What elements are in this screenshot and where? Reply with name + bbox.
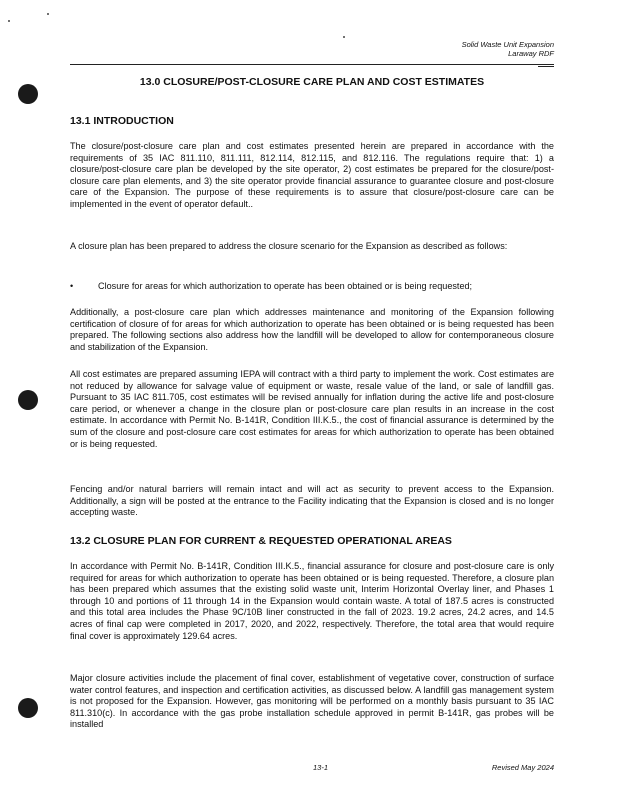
scan-speck (8, 20, 10, 22)
paragraph-6: In accordance with Permit No. B-141R, Condition III.K.5., financial assurance for closure and post-closure care is only required for areas for which authorization to operate has been obtained or is being requested. Therefore, a closure plan has been prepared which assumes that the existing solid waste unit, Interim Horizontal Overlay liner, and Phases 1 through 10 and portions of 11 through 14 in the Expansion would contain waste. A total of 187.5 acres is constructed and this total area includes the Phase 9C/10B liner constructed in the fall of 2023. 19.2 acres, 24.2 acres, and 14.5 acres of final cap were completed in 2017, 2020, and 2022, respectively. Therefore, the total area that would require final cover is approximately 129.64 acres. (70, 561, 554, 641)
bullet-text: Closure for areas for which authorization to operate has been obtained or is being requested; (98, 281, 473, 291)
paragraph-3: Additionally, a post-closure care plan which addresses maintenance and monitoring of the Expansion following certification of closure of for areas for which authorization to operate has been obtained or is being requested has been prepared. The following sections also address how the landfill will be developed to allow for contemporaneous closure and stabilization of the Expansion. (70, 307, 554, 352)
header-project: Solid Waste Unit Expansion (461, 40, 554, 49)
punch-hole-middle (18, 390, 38, 410)
paragraph-2: A closure plan has been prepared to address the closure scenario for the Expansion as described as follows: (70, 241, 508, 251)
paragraph-1: The closure/post-closure care plan and cost estimates presented herein are prepared in accordance with the requirements of 35 IAC 811.110, 811.111, 812.114, 812.115, and 812.116. The regulations require that: 1) a closure/post-closure care plan be developed by the site operator, 2) cost estimates be prepared for the closure/post-closure care plan elements, and 3) the site operator provide financial assurance to guarantee closure and post-closure care of the Expansion. The purpose of these requirements is to assure that closure/post-closure care can be implemented in the event of operator default.. (70, 141, 554, 209)
revision-date: Revised May 2024 (491, 763, 554, 772)
header-rule-accent (538, 66, 554, 67)
punch-hole-bottom (18, 698, 38, 718)
scan-speck (343, 36, 345, 38)
bullet-icon: • (70, 281, 74, 291)
header-facility: Laraway RDF (508, 49, 554, 58)
page-number: 13-1 (313, 763, 329, 772)
paragraph-7: Major closure activities include the placement of final cover, establishment of vegetative cover, construction of surface water control features, and inspection and certification activities, as discussed below. A landfill gas management system is not proposed for the Expansion. However, gas monitoring will be performed on a monthly basis pursuant to 35 IAC 811.310(c). In accordance with the gas probe installation schedule approved in permit B-141R, gas probes will be installed (70, 673, 554, 730)
chapter-title: 13.0 CLOSURE/POST-CLOSURE CARE PLAN AND COST ESTIMATES (139, 76, 485, 88)
running-header (462, 40, 554, 58)
section-heading-closure-plan: 13.2 CLOSURE PLAN FOR CURRENT & REQUESTED OPERATIONAL AREAS (70, 535, 452, 547)
punch-hole-top (18, 84, 38, 104)
section-heading-introduction: 13.1 INTRODUCTION (70, 115, 174, 127)
header-rule (70, 64, 554, 65)
paragraph-5: Fencing and/or natural barriers will remain intact and will act as security to prevent access to the Expansion. Additionally, a sign will be posted at the entrance to the Facility indicating that the Expansion is closed and is no longer accepting waste. (70, 484, 554, 518)
paragraph-4: All cost estimates are prepared assuming IEPA will contract with a third party to implement the work. Cost estimates are not reduced by allowance for salvage value of equipment or waste, resale value of the land, or sale of landfill gas. Pursuant to 35 IAC 811.705, cost estimates will be revised annually for inflation during the active life and post-closure care period, or whenever a change in the closure plan or post-closure care plan results in an increase in the cost estimate. In accordance with Permit No. B-141R, Condition III.K.5., the cost of financial assurance is determined by the sum of the closure and post-closure care cost estimates for areas for which authorization to operate has been obtained or is being requested. (70, 369, 554, 449)
scan-speck (47, 13, 49, 15)
